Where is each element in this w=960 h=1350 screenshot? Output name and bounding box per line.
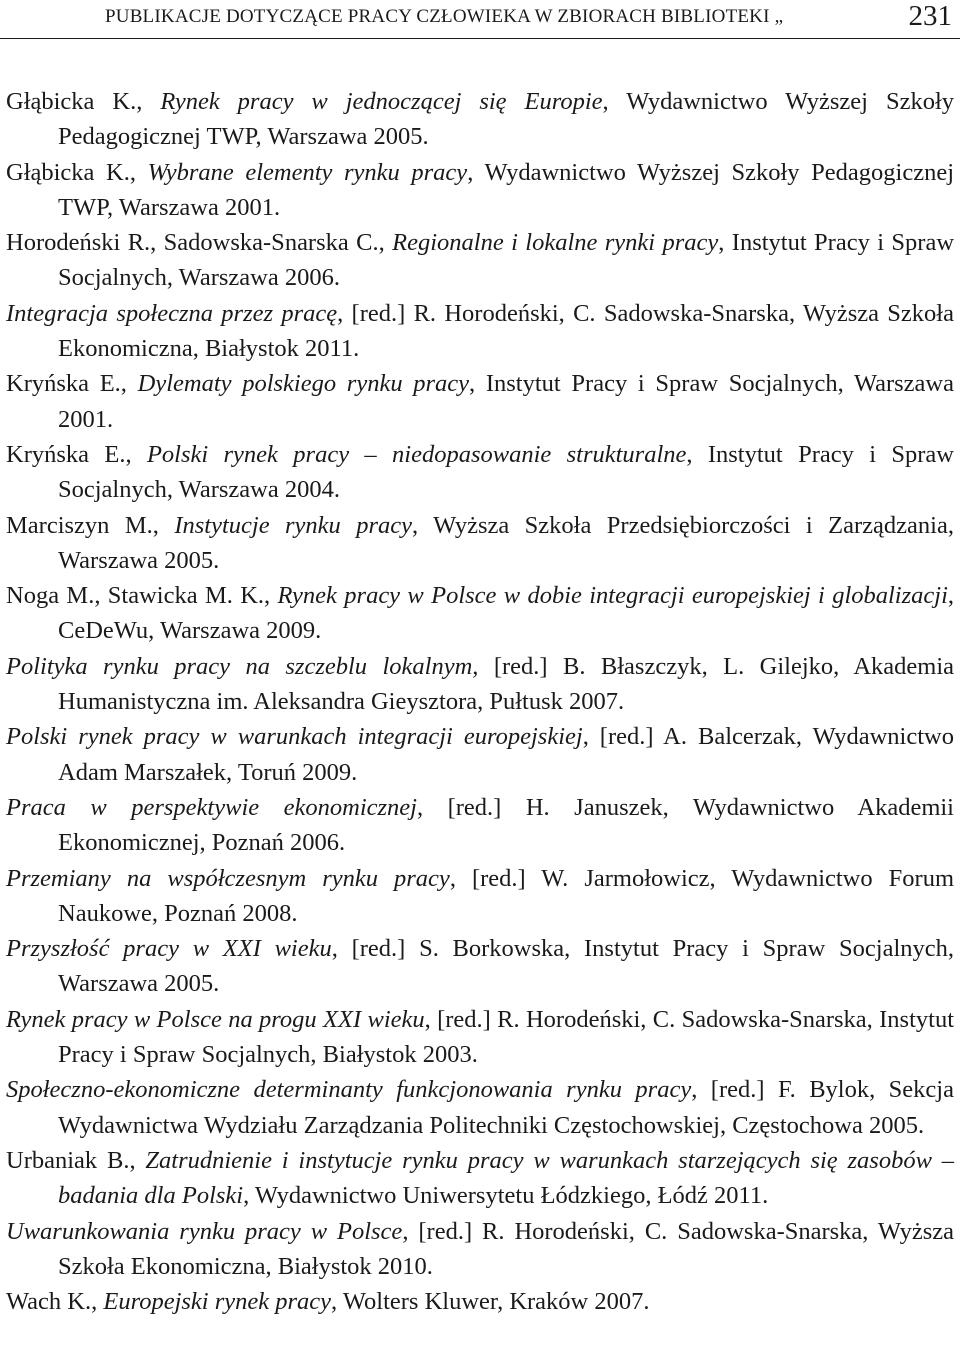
entry-publication: , Instytut Pracy i Spraw Socjalnych, Warszawa 2006.	[58, 229, 955, 292]
entry-author: Urbaniak B.,	[6, 1146, 146, 1174]
entry-title: Polski rynek pracy w warunkach integracji europejskiej	[6, 723, 583, 751]
bibliography-entry	[6, 84, 954, 155]
entry-author: Horodeński R., Sadowska-Snarska C.,	[6, 229, 393, 257]
bibliography-entry	[6, 931, 954, 1002]
entry-author: Kryńska E.,	[6, 370, 138, 398]
entry-publication: , Instytut Pracy i Spraw Socjalnych, Warszawa 2001.	[58, 370, 954, 433]
entry-author: Głąbicka K.,	[6, 88, 161, 115]
entry-title: Przemiany na współczesnym rynku pracy	[6, 864, 450, 892]
entry-publication: , [red.] S. Borkowska, Instytut Pracy i Spraw Socjalnych, Warszawa 2005.	[58, 935, 954, 998]
entry-publication: , Instytut Pracy i Spraw Socjalnych, Warszawa 2004.	[58, 440, 954, 504]
bibliography-entry	[6, 1214, 954, 1285]
bibliography-entry	[6, 1284, 954, 1319]
page-number: 231	[908, 0, 952, 32]
entry-title: Uwarunkowania rynku pracy w Polsce	[6, 1217, 403, 1245]
entry-publication: , [red.] W. Jarmołowicz, Wydawnictwo Forum Naukowe, Poznań 2008.	[58, 864, 954, 927]
entry-publication: , Wydawnictwo Wyższej Szkoły Pedagogicznej TWP, Warszawa 2005.	[58, 88, 955, 151]
bibliography-entry	[6, 861, 954, 932]
entry-publication: , Wyższa Szkoła Przedsiębiorczości i Zarządzania, Warszawa 2005.	[58, 511, 954, 574]
entry-publication: , [red.] R. Horodeński, C. Sadowska-Snarska, Instytut Pracy i Spraw Socjalnych, Białystok 2003.	[58, 1005, 955, 1069]
bibliography-entry	[6, 719, 954, 790]
entry-publication: , [red.] A. Balcerzak, Wydawnictwo Adam Marszałek, Toruń 2009.	[58, 723, 954, 786]
bibliography-entry	[6, 508, 954, 579]
entry-title: Praca w perspektywie ekonomicznej	[6, 793, 417, 821]
bibliography-entry	[6, 578, 954, 649]
entry-title: Polityka rynku pracy na szczeblu lokalnym,	[6, 652, 479, 680]
entry-title: Europejski rynek pracy	[103, 1288, 332, 1316]
bibliography-entry	[6, 437, 954, 508]
entry-publication: , [red.] R. Horodeński, C. Sadowska-Snarska, Wyższa Szkoła Ekonomiczna, Białystok 2011.	[58, 299, 954, 363]
entry-publication: , Wydawnictwo Uniwersytetu Łódzkiego, Łódź 2011.	[243, 1182, 769, 1210]
bibliography-entry	[6, 1072, 954, 1143]
bibliography-entry	[6, 366, 954, 437]
entry-author: Noga M., Stawicka M. K.,	[6, 582, 278, 610]
running-title: PUBLIKACJE DOTYCZĄCE PRACY CZŁOWIEKA W ZBIORACH BIBLIOTEKI „	[105, 6, 784, 27]
entry-title: Dylematy polskiego rynku pracy	[137, 370, 470, 398]
entry-title: Instytucje rynku pracy	[174, 511, 413, 539]
entry-title: Rynek pracy w Polsce w dobie integracji europejskiej i globalizacji	[277, 582, 948, 610]
bibliography-list	[6, 84, 954, 1319]
page-header	[0, 0, 960, 42]
entry-publication: , CeDeWu, Warszawa 2009.	[58, 582, 955, 645]
entry-author: Głąbicka K.,	[6, 158, 148, 186]
bibliography-entry	[6, 225, 954, 296]
entry-title: Wybrane elementy rynku pracy	[147, 158, 468, 186]
entry-title: Rynek pracy w Polsce na progu XXI wieku	[6, 1005, 425, 1033]
entry-title: Polski rynek pracy – niedopasowanie strukturalne	[146, 440, 687, 468]
bibliography-entry	[6, 296, 954, 367]
header-rule	[0, 38, 960, 39]
entry-publication: , Wolters Kluwer, Kraków 2007.	[331, 1288, 650, 1316]
entry-title: Zatrudnienie i instytucje rynku pracy w warunkach starzejących się zasobów – badania dla Polski	[58, 1146, 954, 1210]
entry-title: Przyszłość pracy w XXI wieku	[6, 935, 332, 963]
bibliography-entry	[6, 649, 954, 720]
entry-author: Wach K.,	[6, 1288, 104, 1316]
entry-publication: , [red.] R. Horodeński, C. Sadowska-Snarska, Wyższa Szkoła Ekonomiczna, Białystok 2010.	[58, 1217, 954, 1280]
entry-author: Marciszyn M.,	[6, 511, 175, 539]
entry-publication: [red.] B. Błaszczyk, L. Gilejko, Akademia Humanistyczna im. Aleksandra Gieysztora, Pułtusk 2007.	[58, 652, 954, 716]
bibliography-entry	[6, 790, 954, 861]
bibliography-entry	[6, 1002, 954, 1073]
bibliography-entry	[6, 1143, 954, 1214]
entry-title: Społeczno-ekonomiczne determinanty funkcjonowania rynku pracy	[6, 1076, 692, 1104]
entry-title: Integracja społeczna przez pracę	[6, 299, 338, 327]
entry-publication: , [red.] H. Januszek, Wydawnictwo Akademii Ekonomicznej, Poznań 2006.	[58, 793, 954, 857]
entry-title: Rynek pracy w jednoczącej się Europie	[160, 88, 603, 115]
entry-title: Regionalne i lokalne rynki pracy	[392, 229, 719, 257]
entry-publication: , Wydawnictwo Wyższej Szkoły Pedagogicznej TWP, Warszawa 2001.	[58, 158, 955, 221]
entry-author: Kryńska E.,	[6, 440, 147, 468]
bibliography-entry	[6, 155, 954, 226]
entry-publication: , [red.] F. Bylok, Sekcja Wydawnictwa Wydziału Zarządzania Politechniki Częstochowskiej, Częstochowa 2005.	[58, 1076, 954, 1139]
